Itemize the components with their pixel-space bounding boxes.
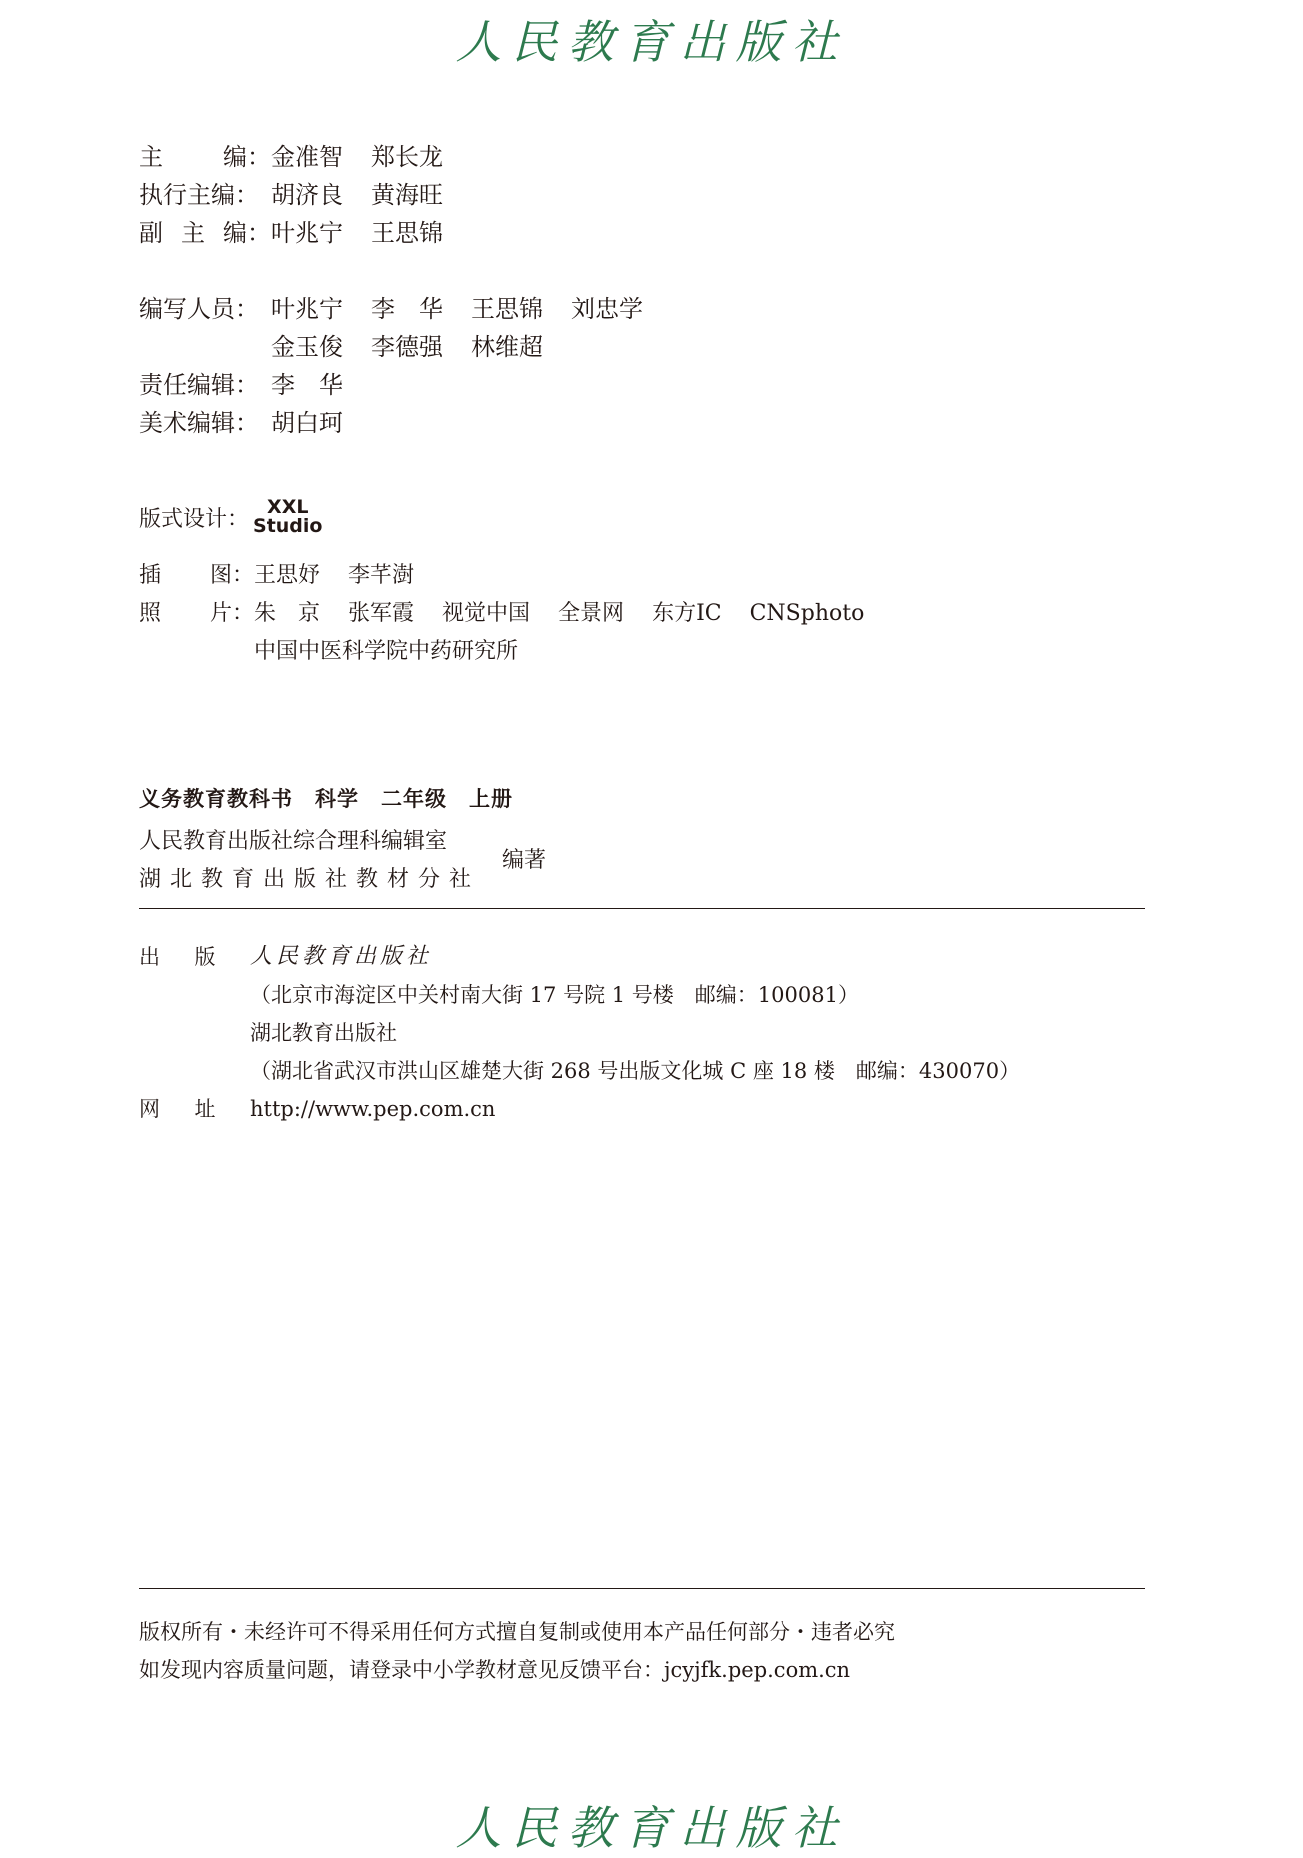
publisher-address-2: （湖北省武汉市洪山区雄楚大街 268 号出版文化城 C 座 18 楼 邮编：430070） [250, 1059, 1021, 1083]
publisher-name-2: 湖北教育出版社 [250, 1021, 397, 1045]
design-label: 版式设计： [139, 506, 250, 532]
copyright-footer [139, 1613, 895, 1689]
illustration-row: 插 图： 王思妤 李芊澍 [139, 557, 892, 595]
name: 郑长龙 [371, 143, 443, 171]
illustration-photo-credits [139, 557, 892, 671]
name: 王思锦 [471, 295, 543, 323]
exec-chief-editor-row: 执行主编： 胡济良 黄海旺 [139, 176, 671, 214]
website-row: 网 址 http://www.pep.com.cn [139, 1090, 1020, 1128]
publisher-row: 出 版 人民教育出版社 [139, 938, 1020, 976]
name: 东方IC [652, 601, 722, 626]
responsible-editor-row: 责任编辑： 李 华 [139, 366, 671, 404]
name: 胡济良 [271, 181, 343, 209]
name: 金玉俊 [271, 333, 343, 361]
name: 视觉中国 [442, 601, 531, 626]
photo-row: 照 片： 朱 京 张军霞 视觉中国 全景网 东方IC CNSphoto [139, 595, 892, 633]
name: 朱 京 [254, 601, 321, 626]
book-authors [139, 823, 546, 899]
name: 张军霞 [348, 601, 415, 626]
name: 胡白珂 [271, 409, 343, 437]
name: CNSphoto [749, 601, 865, 626]
name: 金准智 [271, 143, 343, 171]
name: 黄海旺 [371, 181, 443, 209]
name: 李芊澍 [348, 563, 415, 588]
name: 李 华 [271, 371, 343, 399]
feedback-notice: 如发现内容质量问题，请登录中小学教材意见反馈平台：jcyjfk.pep.com.cn [139, 1658, 851, 1682]
photo-row-2 [139, 633, 892, 671]
chief-editor-row: 主 编： 金准智 郑长龙 [139, 138, 671, 176]
copyright-notice: 版权所有・未经许可不得采用任何方式擅自复制或使用本产品任何部分・违者必究 [139, 1620, 895, 1644]
name: 全景网 [558, 601, 625, 626]
book-title: 义务教育教科书 科学 二年级 上册 [139, 787, 513, 811]
book-info [139, 783, 546, 899]
publisher-address-1: （北京市海淀区中关村南大街 17 号院 1 号楼 邮编：100081） [250, 983, 859, 1007]
author-role: 编著 [502, 848, 547, 873]
name: 刘忠学 [571, 295, 643, 323]
art-editor-row: 美术编辑： 胡白珂 [139, 404, 671, 442]
name: 李德强 [371, 333, 443, 361]
name: 叶兆宁 [271, 295, 343, 323]
name: 王思锦 [371, 219, 443, 247]
website-link[interactable]: http://www.pep.com.cn [250, 1097, 496, 1121]
name: 李 华 [371, 295, 443, 323]
photo-source: 中国中医科学院中药研究所 [254, 639, 519, 664]
editor-credits [139, 138, 671, 442]
studio-logo: XXL Studio [253, 496, 323, 537]
publisher-logo-top: 人民教育出版社 [455, 15, 848, 69]
publisher-logo-bottom: 人民教育出版社 [455, 1801, 848, 1855]
publisher-logo-small: 人民教育出版社 [250, 944, 433, 969]
publisher-info [139, 938, 1020, 1128]
layout-design-credit [139, 498, 322, 536]
name: 叶兆宁 [271, 219, 343, 247]
name: 林维超 [471, 333, 543, 361]
deputy-editor-row: 副 主 编： 叶兆宁 王思锦 [139, 214, 671, 252]
writers-row: 编写人员： 叶兆宁 李 华 王思锦 刘忠学 [139, 290, 671, 328]
writers-row-2 [139, 328, 671, 366]
divider [139, 1588, 1145, 1589]
divider [139, 908, 1145, 909]
author-2: 湖北教育出版社教材分社 [139, 867, 481, 892]
author-1: 人民教育出版社综合理科编辑室 [139, 829, 448, 854]
name: 王思妤 [254, 563, 321, 588]
